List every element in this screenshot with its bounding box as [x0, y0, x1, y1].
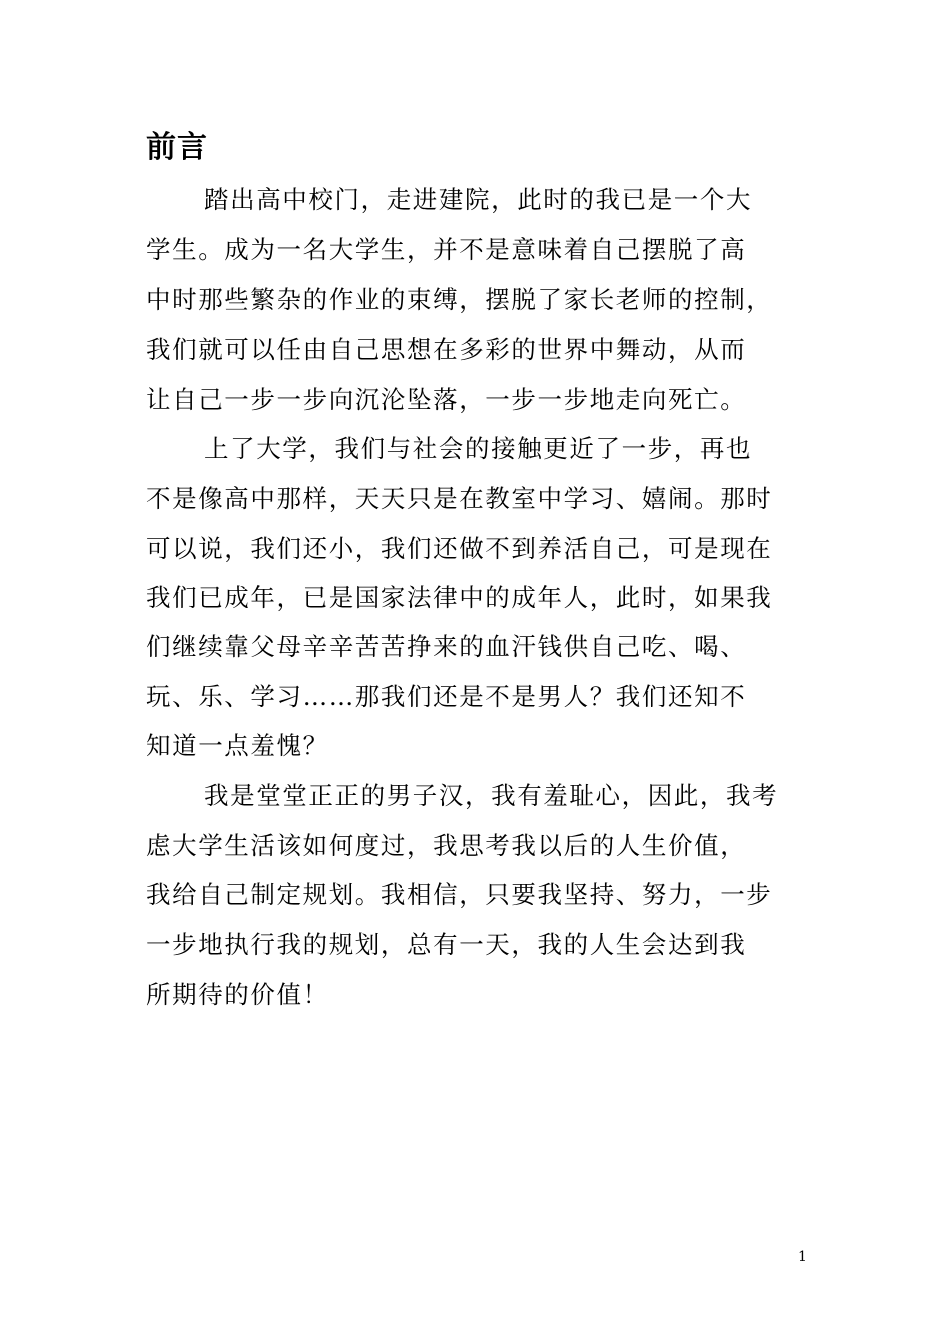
- text-line: 我给自己制定规划。我相信，只要我坚持、努力，一步: [146, 880, 773, 909]
- text-line: 上了大学，我们与社会的接触更近了一步，再也: [204, 434, 753, 463]
- text-line: 踏出高中校门，走进建院，此时的我已是一个大: [204, 185, 753, 214]
- text-line: 知道一点羞愧？: [146, 731, 329, 760]
- text-line: 让自己一步一步向沉沦坠落，一步一步地走向死亡。: [146, 385, 747, 414]
- page-title: 前言: [146, 130, 208, 165]
- text-line: 学生。成为一名大学生，并不是意味着自己摆脱了高: [146, 235, 747, 264]
- text-line: 所期待的价值！: [146, 980, 329, 1009]
- text-line: 我是堂堂正正的男子汉，我有羞耻心，因此，我考: [204, 781, 779, 810]
- text-line: 我们已成年，已是国家法律中的成年人，此时，如果我: [146, 583, 773, 612]
- text-line: 中时那些繁杂的作业的束缚，摆脱了家长老师的控制，: [146, 285, 773, 314]
- text-line: 我们就可以任由自己思想在多彩的世界中舞动，从而: [146, 335, 747, 364]
- text-line: 虑大学生活该如何度过，我思考我以后的人生价值，: [146, 831, 747, 860]
- text-line: 一步地执行我的规划，总有一天，我的人生会达到我: [146, 930, 747, 959]
- text-line: 玩、乐、学习……那我们还是不是男人？我们还知不: [146, 682, 747, 711]
- page-number: 1: [798, 1249, 807, 1265]
- text-line: 们继续靠父母辛辛苦苦挣来的血汗钱供自己吃、喝、: [146, 632, 747, 661]
- text-line: 可以说，我们还小，我们还做不到养活自己，可是现在: [146, 534, 773, 563]
- text-line: 不是像高中那样，天天只是在教室中学习、嬉闹。那时: [146, 484, 773, 513]
